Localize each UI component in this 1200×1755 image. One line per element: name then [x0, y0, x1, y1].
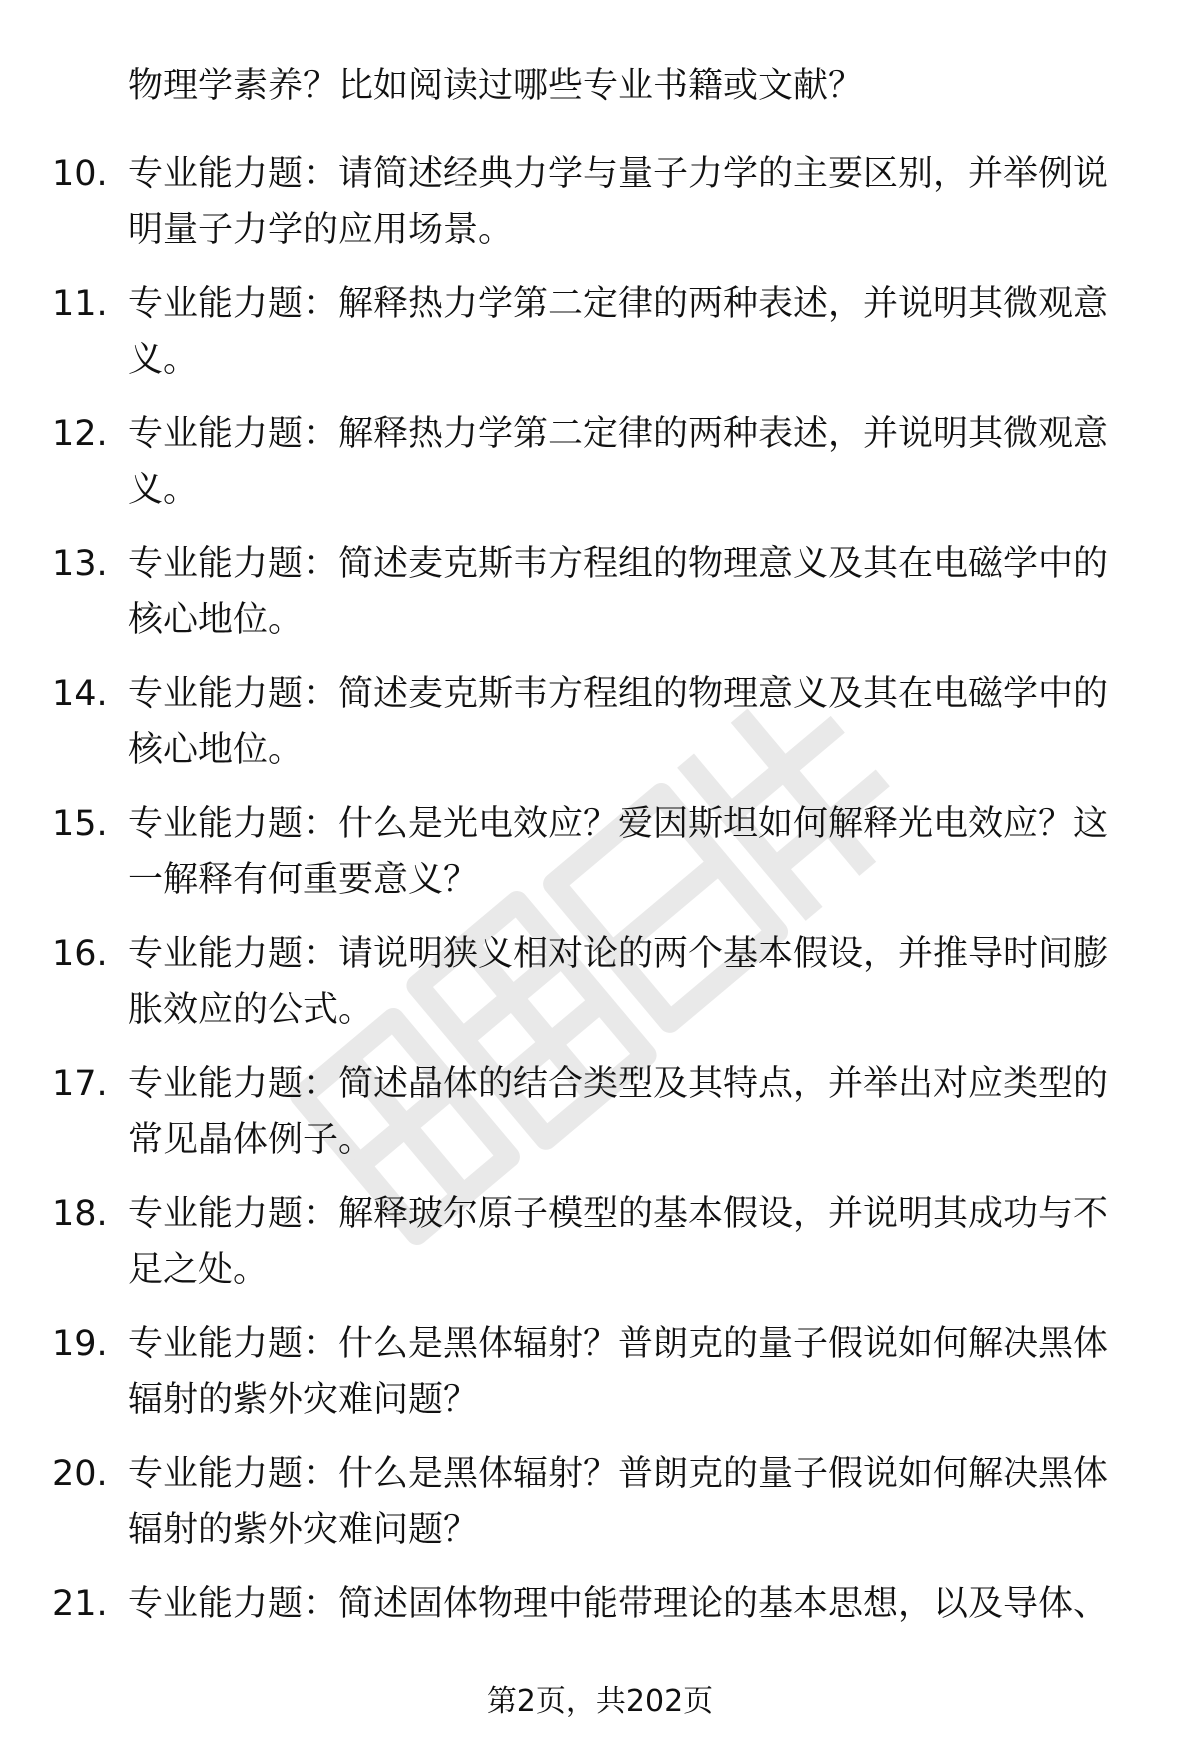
question-text: 专业能力题：解释热力学第二定律的两种表述，并说明其微观意义。 — [128, 284, 1109, 380]
question-number: 21. — [52, 1584, 108, 1624]
question-text: 专业能力题：什么是黑体辐射？普朗克的量子假说如何解决黑体辐射的紫外灾难问题？ — [128, 1324, 1109, 1420]
question-text: 专业能力题：什么是光电效应？爱因斯坦如何解释光电效应？这一解释有何重要意义？ — [128, 804, 1109, 900]
question-text: 专业能力题：简述固体物理中能带理论的基本思想，以及导体、 — [128, 1584, 1109, 1624]
question-text: 专业能力题：简述晶体的结合类型及其特点，并举出对应类型的常见晶体例子。 — [128, 1064, 1109, 1160]
list-item — [0, 1186, 1200, 1316]
list-item — [0, 1316, 1200, 1446]
question-text: 专业能力题：什么是黑体辐射？普朗克的量子假说如何解决黑体辐射的紫外灾难问题？ — [128, 1454, 1109, 1550]
question-number: 15. — [52, 804, 108, 844]
question-number: 10. — [52, 154, 108, 194]
question-number: 17. — [52, 1064, 108, 1104]
question-number: 18. — [52, 1194, 108, 1234]
page-number-footer: 第2页，共202页 — [486, 1684, 714, 1719]
question-text: 专业能力题：请简述经典力学与量子力学的主要区别，并举例说明量子力学的应用场景。 — [128, 154, 1109, 250]
question-text: 专业能力题：请说明狭义相对论的两个基本假设，并推导时间膨胀效应的公式。 — [128, 934, 1109, 1030]
question-number: 11. — [52, 284, 108, 324]
question-number: 19. — [52, 1324, 108, 1364]
list-item — [0, 666, 1200, 796]
question-text: 专业能力题：简述麦克斯韦方程组的物理意义及其在电磁学中的核心地位。 — [128, 544, 1109, 640]
continued-question-text: 物理学素养？比如阅读过哪些专业书籍或文献？ — [128, 66, 864, 106]
list-item — [0, 926, 1200, 1056]
question-text: 专业能力题：解释玻尔原子模型的基本假设，并说明其成功与不足之处。 — [128, 1194, 1109, 1290]
question-number: 13. — [52, 544, 108, 584]
question-text: 专业能力题：简述麦克斯韦方程组的物理意义及其在电磁学中的核心地位。 — [128, 674, 1109, 770]
question-text: 专业能力题：解释热力学第二定律的两种表述，并说明其微观意义。 — [128, 414, 1109, 510]
list-item — [0, 276, 1200, 406]
list-item — [0, 536, 1200, 666]
list-item — [0, 146, 1200, 276]
list-item — [0, 406, 1200, 536]
list-item — [0, 796, 1200, 926]
question-number: 12. — [52, 414, 108, 454]
list-item — [0, 1446, 1200, 1576]
list-item — [0, 1056, 1200, 1186]
question-number: 20. — [52, 1454, 108, 1494]
question-number: 14. — [52, 674, 108, 714]
question-list — [0, 146, 1200, 1706]
question-number: 16. — [52, 934, 108, 974]
